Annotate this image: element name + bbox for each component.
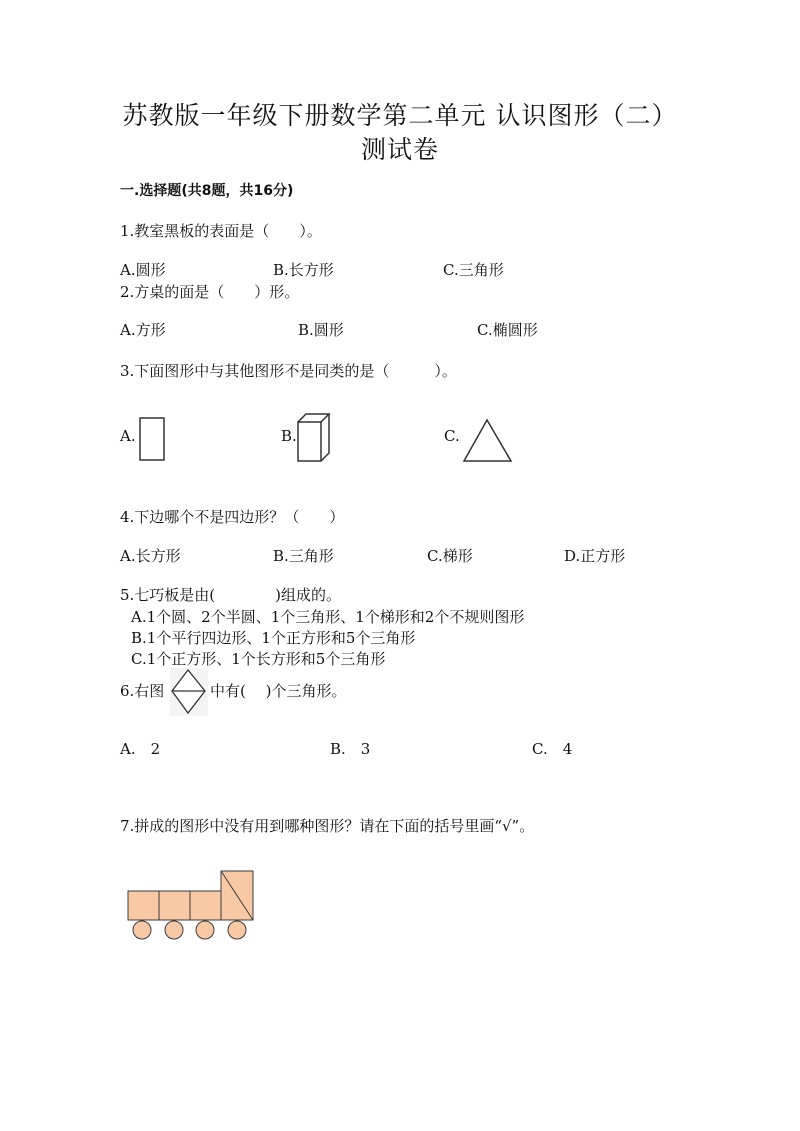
question-2-option-b[interactable]: B.圆形 xyxy=(298,321,344,339)
question-4-option-b[interactable]: B.三角形 xyxy=(273,547,334,565)
question-2-option-c[interactable]: C.椭圆形 xyxy=(477,321,538,339)
question-2-option-a[interactable]: A.方形 xyxy=(120,321,166,339)
question-1-option-c[interactable]: C.三角形 xyxy=(443,261,504,279)
diamond-figure xyxy=(170,668,208,716)
question-3-stem: 3.下面图形中与其他图形不是同类的是（ ）。 xyxy=(120,362,457,380)
section-heading: 一.选择题(共8题，共16分) xyxy=(120,183,294,199)
question-3-option-b[interactable]: B. xyxy=(281,427,297,445)
question-4-option-a[interactable]: A.长方形 xyxy=(120,547,181,565)
question-3-option-c[interactable]: C. xyxy=(444,427,460,445)
question-2-stem: 2.方桌的面是（ ）形。 xyxy=(120,283,300,301)
question-4-option-c[interactable]: C.梯形 xyxy=(427,547,473,565)
question-5-option-c[interactable]: C.1个正方形、1个长方形和5个三角形 xyxy=(131,650,386,668)
vehicle-figure xyxy=(127,870,257,942)
question-5-stem: 5.七巧板是由( )组成的。 xyxy=(120,586,342,604)
question-6-stem-after: 中有( )个三角形。 xyxy=(210,682,347,700)
question-1-stem: 1.教室黑板的表面是（ ）。 xyxy=(120,222,322,240)
question-1-option-b[interactable]: B.长方形 xyxy=(273,261,334,279)
question-3-option-a[interactable]: A. xyxy=(120,427,136,445)
page-title-line2: 测试卷 xyxy=(360,135,439,164)
question-4-stem: 4.下边哪个不是四边形？（ ） xyxy=(120,508,345,526)
cuboid-figure xyxy=(296,412,332,464)
triangle-figure xyxy=(462,418,514,464)
question-4-option-d[interactable]: D.正方形 xyxy=(564,547,626,565)
page-title: 苏教版一年级下册数学第二单元 认识图形（二） xyxy=(122,101,678,130)
rectangle-figure xyxy=(138,416,168,462)
question-1-option-a[interactable]: A.圆形 xyxy=(120,261,166,279)
question-6-stem-before: 6.右图 xyxy=(120,682,165,700)
question-7-stem: 7.拼成的图形中没有用到哪种图形？请在下面的括号里画“√”。 xyxy=(120,817,535,835)
question-5-option-b[interactable]: B.1个平行四边形、1个正方形和5个三角形 xyxy=(131,629,416,647)
question-6-option-c[interactable]: C. 4 xyxy=(532,740,573,758)
question-6-option-a[interactable]: A. 2 xyxy=(120,740,161,758)
question-6-option-b[interactable]: B. 3 xyxy=(330,740,371,758)
question-5-option-a[interactable]: A.1个圆、2个半圆、1个三角形、1个梯形和2个不规则图形 xyxy=(131,608,525,626)
